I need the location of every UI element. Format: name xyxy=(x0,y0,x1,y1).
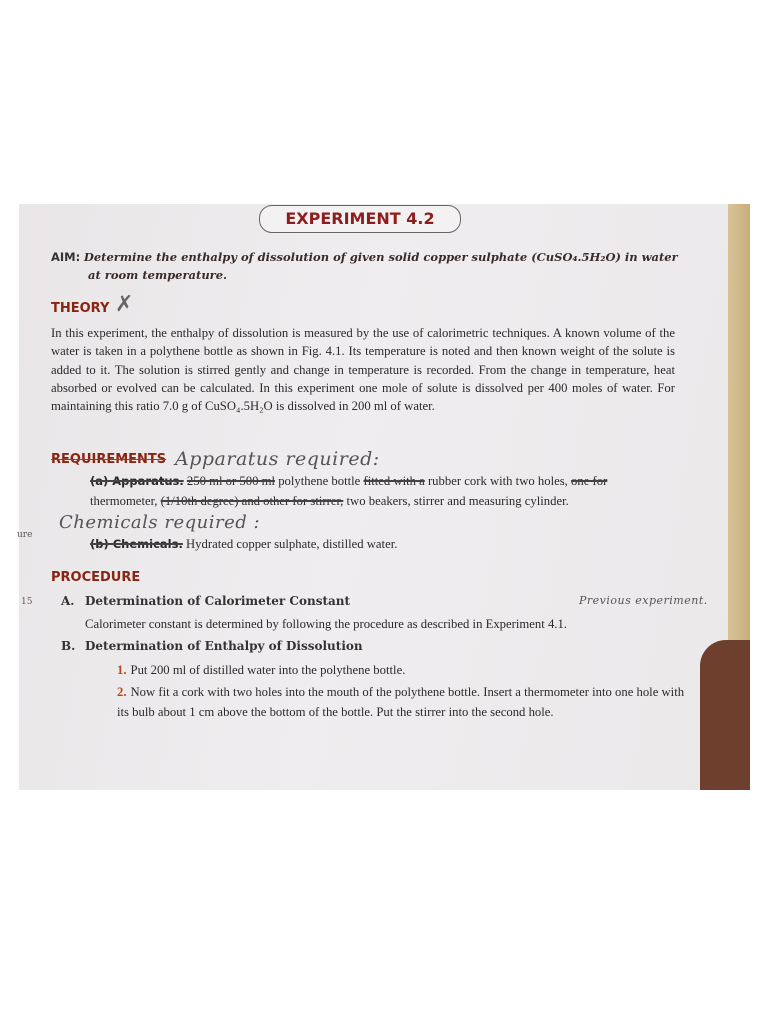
theory-heading: THEORY xyxy=(51,301,110,316)
procedure-step xyxy=(117,682,685,722)
apparatus-text-1: polythene bottle xyxy=(275,474,364,488)
handwritten-apparatus-note: Apparatus required: xyxy=(175,448,380,470)
apparatus-struck-2: fitted with a xyxy=(363,474,425,488)
procedure-steps xyxy=(117,660,685,724)
handwritten-previous-note: Previous experiment. xyxy=(579,594,708,607)
apparatus-struck-4: (1/10th degree) and other for stirrer, xyxy=(160,494,344,508)
section-a-text: Calorimeter constant is determined by following the procedure as described in Experiment 4.1. xyxy=(85,617,567,631)
experiment-banner: EXPERIMENT 4.2 xyxy=(259,205,461,233)
apparatus-text-2: rubber cork with two holes, xyxy=(424,474,572,488)
section-a-title-text: Determination of Calorimeter Constant xyxy=(85,594,351,608)
aim-label: AIM: xyxy=(51,250,81,264)
section-a-title xyxy=(61,594,350,608)
chemicals-text: Hydrated copper sulphate, distilled water. xyxy=(182,537,398,551)
chemicals-label: (b) Chemicals. xyxy=(90,537,183,551)
section-b-title xyxy=(61,639,363,653)
step-number: 2. xyxy=(117,685,127,699)
section-b-title-text: Determination of Enthalpy of Dissolution xyxy=(85,639,363,653)
aim-text-line2: at room temperature. xyxy=(88,268,228,282)
procedure-step xyxy=(117,660,685,680)
margin-note-2: 15 xyxy=(21,597,33,607)
procedure-heading: PROCEDURE xyxy=(51,570,141,585)
apparatus-struck-1: 250 ml or 500 ml xyxy=(186,474,276,488)
aim-section xyxy=(51,248,691,284)
margin-note: ure xyxy=(17,530,33,540)
apparatus-text-3: thermometer, xyxy=(90,494,161,508)
step-text: Put 200 ml of distilled water into the polythene bottle. xyxy=(130,663,406,677)
handwritten-cross-mark: ✗ xyxy=(115,292,134,317)
apparatus-item xyxy=(90,471,674,511)
requirements-heading: REQUIREMENTS xyxy=(51,452,167,467)
page-photo xyxy=(19,204,750,790)
section-b-letter: B. xyxy=(61,639,76,653)
step-text: Now fit a cork with two holes into the mouth of the polythene bottle. Insert a thermometer into one hole with its bulb about 1 cm above the bottom of the bottle. Put the stirrer into the second hole. xyxy=(117,685,685,719)
theory-paragraph: In this experiment, the enthalpy of dissolution is measured by the use of calorimetric techniques. A known volume of the water is taken in a polythene bottle as shown in Fig. 4.1. Its temperature is noted and then known weight of the solute is added to it. The solution is stirred gently and change in temperature is recorded. From the change in temperature, heat absorbed or evolved can be calculated. In this experiment one mole of solute is dissolved per 400 moles of water. For maintaining this ratio 7.0 g of CuSO₄.5H₂O is dissolved in 200 ml of water. xyxy=(51,326,675,414)
apparatus-label: (a) Apparatus. xyxy=(90,474,184,488)
apparatus-struck-3: one for xyxy=(571,474,608,488)
apparatus-text-4: two beakers, stirrer and measuring cylinder. xyxy=(343,494,569,508)
aim-text-line1: Determine the enthalpy of dissolution of given solid copper sulphate (CuSO₄.5H₂O) in water xyxy=(83,250,678,264)
chapter-tab xyxy=(700,640,750,790)
chemicals-item xyxy=(90,534,397,554)
handwritten-chemicals-note: Chemicals required : xyxy=(59,512,261,533)
section-a-letter: A. xyxy=(61,594,75,608)
step-number: 1. xyxy=(117,663,127,677)
